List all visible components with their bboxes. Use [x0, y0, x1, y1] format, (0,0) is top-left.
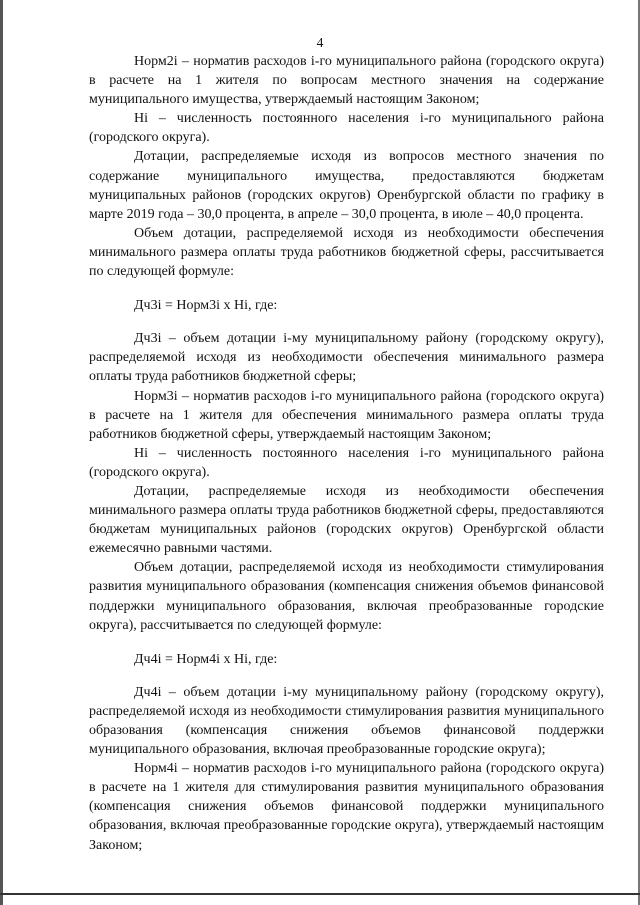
scan-edge-left	[0, 0, 3, 905]
scan-edge-bottom	[0, 893, 640, 895]
paragraph-min-wage-intro: Объем дотации, распределяемой исходя из необходимости обеспечения минимального размера оплаты труда работников бюджетной сферы, рассчитывается по следующей формуле:	[89, 225, 604, 280]
paragraph-norm3-definition: Норм3i – норматив расходов i-го муниципального района (городского округа) в расчете на 1 жителя для обеспечения минимального размера оплаты труда работников бюджетной сферы, утверждаемый настоящим Законом;	[89, 388, 604, 442]
paragraph-population-definition-2: Нi – численность постоянного населения i-го муниципального района (городского округа).	[89, 445, 604, 480]
formula-dch4: Дч4i = Норм4i x Нi, где:	[134, 651, 278, 667]
paragraph-stimulation-intro: Объем дотации, распределяемой исходя из необходимости стимулирования развития муниципального образования (компенсация снижения объемов финансовой поддержки муниципального образования, включая преобразованные городские округа), рассчитывается по следующей формуле:	[89, 560, 604, 633]
paragraph-min-wage-schedule: Дотации, распределяемые исходя из необходимости обеспечения минимального размера оплаты труда работников бюджетной сферы, предоставляются бюджетам муниципальных районов (городских округов) Оренбургской области ежемесячно равными частями.	[89, 483, 604, 557]
paragraph-norm2-definition: Норм2i – норматив расходов i-го муниципального района (городского округа) в расчете на 1 жителя по вопросам местного значения на содержание муниципального имущества, утверждаемый настоящим Законом;	[89, 54, 604, 108]
formula-dch3: Дч3i = Норм3i x Нi, где:	[134, 298, 278, 314]
paragraph-dch3-definition: Дч3i – объем дотации i-му муниципальному району (городскому округу), распределяемой исходя из необходимости обеспечения минимального размера оплаты труда работников бюджетной сферы;	[89, 331, 604, 385]
document-body	[89, 52, 604, 855]
paragraph-property-schedule: Дотации, распределяемые исходя из вопросов местного значения по содержание муниципального имущества, предоставляются бюджетам муниципальных районов (городских округов) Оренбургской области по графику в марте 2019 года – 30,0 процента, в апреле – 30,0 процента, в июле – 40,0 процента.	[89, 149, 604, 222]
paragraph-dch4-definition: Дч4i – объем дотации i-му муниципальному району (городскому округу), распределяемой исходя из необходимости стимулирования развития муниципального образования (компенсация снижения объемов финансовой поддержки муниципального образования, включая преобразованные городские округа);	[89, 684, 604, 758]
paragraph-population-definition: Нi – численность постоянного населения i-го муниципального района (городского округа).	[89, 111, 604, 146]
page-number: 4	[316, 35, 324, 50]
paragraph-norm4-definition: Норм4i – норматив расходов i-го муниципального района (городского округа) в расчете на 1 жителя для стимулирования развития муниципального образования (компенсация снижения объемов финансовой поддержки муниципального образования, включая преобразованные городские округа), утверждаемый настоящим Законом;	[89, 761, 604, 853]
